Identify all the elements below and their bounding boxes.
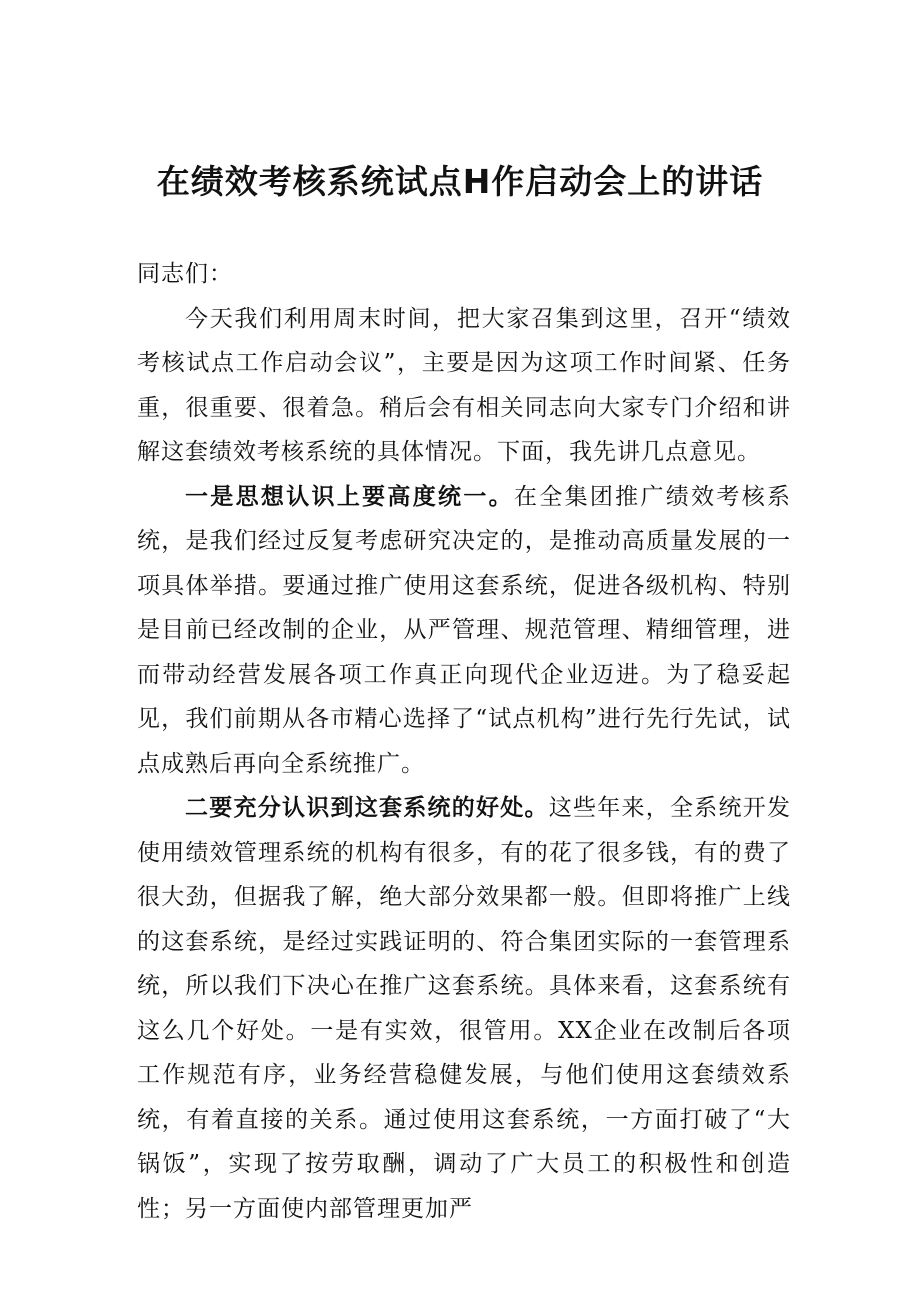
paragraph-3-lead: 二要充分认识到这套系统的好处。 [185, 795, 549, 821]
salutation: 同志们： [137, 261, 233, 287]
paragraph-3-text: 这些年来，全系统开发使用绩效管理系统的机构有很多，有的花了很多钱，有的费了很大劲，但据我了解，绝大部分效果都一般。但即将推广上线的这套系统，是经过实践证明的、符合集团实际的一套管理系统，所以我们下决心在推广这套系统。具体来看，这套系统有这么几个好处。一是有实效，很管用。XX企业在改制后各项工作规范有序，业务经营稳健发展，与他们使用这套绩效系统，有着直接的关系。通过使用这套系统，一方面打破了“大锅饭”，实现了按劳取酬，调动了广大员工的积极性和创造性；另一方面使内部管理更加严 [137, 795, 791, 1222]
document-title: 在绩效考核系统试点H作启动会上的讲话 [156, 162, 764, 201]
paragraph-1-text: 今天我们利用周末时间，把大家召集到这里，召开“绩效考核试点工作启动会议”，主要是因为这项工作时间紧、任务重，很重要、很着急。稍后会有相关同志向大家专门介绍和讲解这套绩效考核系统的具体情况。下面，我先讲几点意见。 [137, 305, 791, 465]
paragraph-2 [137, 475, 791, 787]
document-body [137, 252, 791, 1231]
paragraph-2-lead: 一是思想认识上要高度统一。 [185, 483, 514, 510]
paragraph-2-text: 在全集团推广绩效考核系统，是我们经过反复考虑研究决定的，是推动高质量发展的一项具体举措。要通过推广使用这套系统，促进各级机构、特别是目前已经改制的企业，从严管理、规范管理、精细管理，进而带动经营发展各项工作真正向现代企业迈进。为了稳妥起见，我们前期从各市精心选择了“试点机构”进行先行先试，试点成熟后再向全系统推广。 [137, 483, 792, 777]
paragraph-1 [137, 297, 791, 475]
paragraph-3 [137, 786, 791, 1231]
